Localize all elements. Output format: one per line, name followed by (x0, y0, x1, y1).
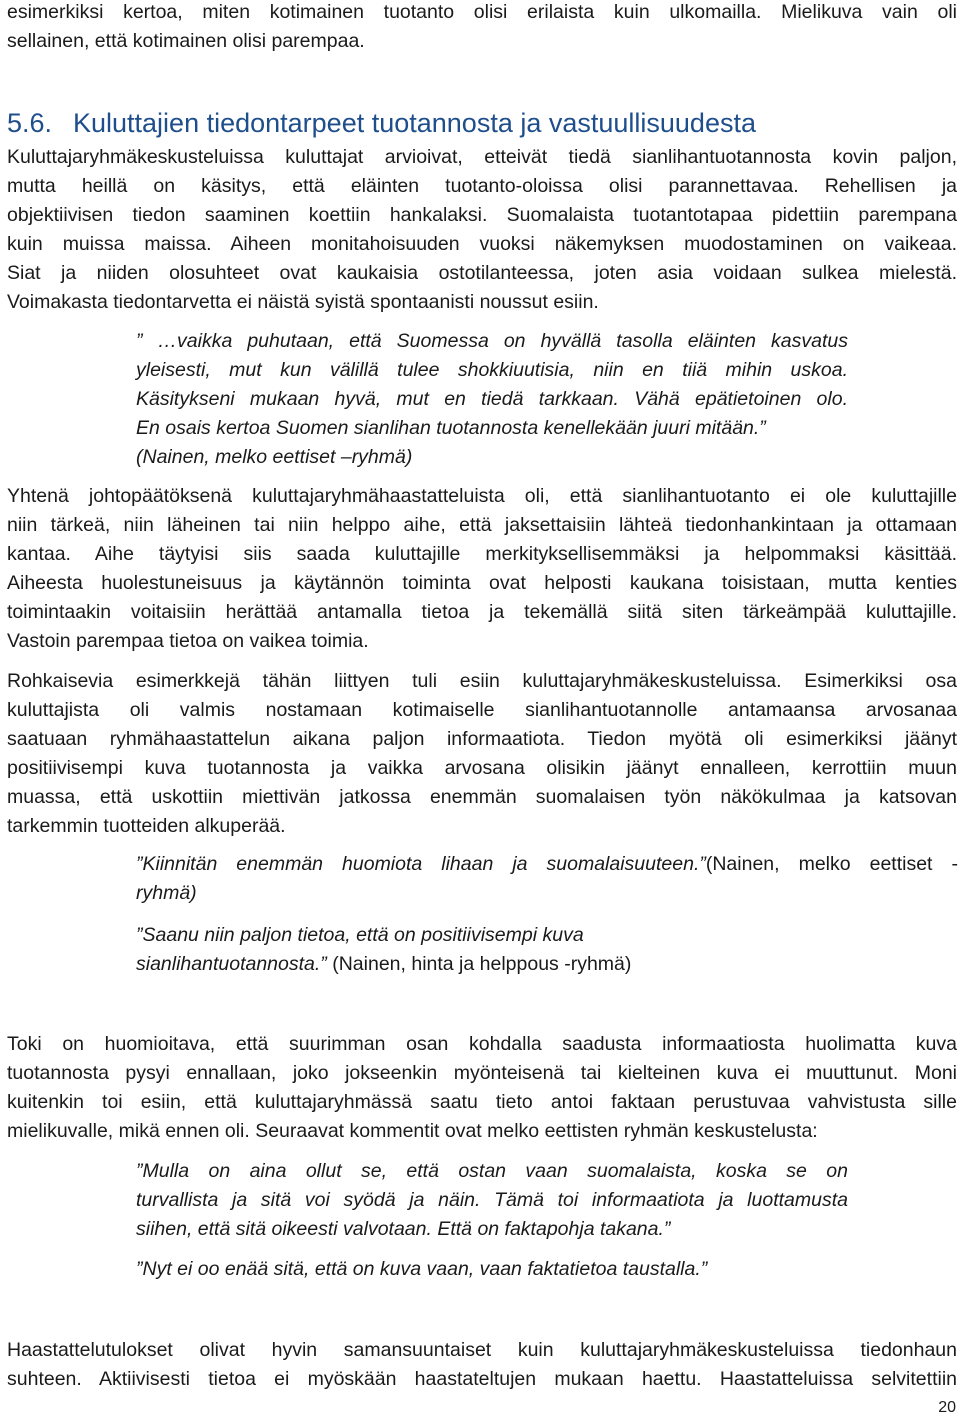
text-line: esimerkiksi kertoa, miten kotimainen tuotanto olisi erilaista kuin ulkomailla. Mielikuva vain oli (7, 1, 957, 23)
text-line: Toki on huomioitava, että suurimman osan kohdalla saadusta informaatiosta huolimatta kuva (7, 1033, 957, 1055)
quote-2 (136, 850, 958, 908)
quote-text: sianlihantuotannosta.” (136, 953, 327, 975)
text-line: Voimakasta tiedontarvetta ei näistä syistä spontaanisti noussut esiin. (7, 291, 599, 313)
text-line: Kuluttajaryhmäkeskusteluissa kuluttajat arvioivat, etteivät tiedä sianlihantuotannosta kovin paljon, (7, 146, 957, 168)
paragraph-1 (7, 143, 957, 317)
quote-4 (136, 1157, 848, 1244)
text-line: mielikuvalle, mikä ennen oli. Seuraavat kommentit ovat melko eettisten ryhmän keskustelusta: (7, 1120, 818, 1142)
text-line: Aiheesta huolestuneisuus ja käytännön toiminta ovat helposti kaukana toisistaan, mutta kenties (7, 572, 957, 594)
text-line: kuitenkin toi esiin, että kuluttajaryhmässä saatu tieto antoi faktaan perustuvaa vahvistusta sille (7, 1091, 957, 1113)
paragraph-3 (7, 667, 957, 841)
text-line: mutta heillä on käsitys, että eläinten tuotanto-oloissa olisi parannettavaa. Rehellisen ja (7, 175, 957, 197)
quote-text: ”Kiinnitän enemmän huomiota lihaan ja suomalaisuuteen.” (136, 853, 706, 875)
quote-attribution: (Nainen, hinta ja helppous -ryhmä) (332, 953, 632, 975)
text-line: suhteen. Aktiivisesti tietoa ei myöskään haastateltujen mukaan haettu. Haastatteluissa selvitettiin (7, 1368, 957, 1390)
quote-line: En osais kertoa Suomen sianlihan tuotannosta kenellekään juuri mitään.” (136, 417, 766, 439)
text-line: objektiivisen tiedon saaminen koettiin hankalaksi. Suomalaista tuotantotapaa pidettiin parempana (7, 204, 957, 226)
quote-line (136, 950, 848, 979)
text-line: toimintaakin voitaisiin herättää antamalla tietoa ja tekemällä siitä siten tärkeämpää kuluttajille. (7, 601, 957, 623)
quote-3 (136, 921, 848, 979)
page-number: 20 (938, 1399, 956, 1416)
text-line: sellainen, että kotimainen olisi parempaa. (7, 30, 365, 52)
section-heading (7, 106, 957, 140)
quote-line: ” …vaikka puhutaan, että Suomessa on hyvällä tasolla eläinten kasvatus (136, 330, 848, 352)
text-line: Haastattelutulokset olivat hyvin samansuuntaiset kuin kuluttajaryhmäkeskusteluissa tiedonhaun (7, 1339, 957, 1361)
quote-line: turvallista ja sitä voi syödä ja näin. Tämä toi informaatiota ja luottamusta (136, 1189, 848, 1211)
quote-5 (136, 1255, 958, 1284)
quote-line: ”Nyt ei oo enää sitä, että on kuva vaan, vaan faktatietoa taustalla.” (136, 1258, 708, 1280)
quote-attribution: (Nainen, melko eettiset - (705, 853, 958, 875)
section-number: 5.6. (7, 108, 53, 138)
text-line: Vastoin parempaa tietoa on vaikea toimia. (7, 630, 369, 652)
text-line: tuotannosta pysyi ennallaan, joko jokseenkin myönteisenä tai kielteinen kuva ei muuttunut. Moni (7, 1062, 957, 1084)
text-line: saatuaan ryhmähaastattelun aikana paljon informaatiota. Tiedon myötä oli esimerkiksi jäänyt (7, 728, 957, 750)
text-line: niin tärkeä, niin läheinen tai niin helppo aihe, että jaksettaisiin lähteä tiedonhankintaan ja ottamaan (7, 514, 957, 536)
quote-line (136, 850, 958, 879)
quote-1 (136, 327, 848, 472)
text-line: positiivisempi kuva tuotannosta ja vaikka arvosana olisikin jäänyt ennalleen, kerrottiin muun (7, 757, 957, 779)
text-line: Rohkaisevia esimerkkejä tähän liittyen tuli esiin kuluttajaryhmäkeskusteluissa. Esimerkiksi osa (7, 670, 957, 692)
quote-line: yleisesti, mut kun välillä tulee shokkiuutisia, niin en tiiä mihin uskoa. (136, 359, 848, 381)
paragraph-4 (7, 1030, 957, 1146)
paragraph-intro (7, 0, 957, 56)
quote-attribution-cont: ryhmä) (136, 882, 197, 904)
text-line: kuin muissa maissa. Aiheen monitahoisuuden vuoksi näkemyksen muodostaminen on vaikeaa. (7, 233, 957, 255)
text-line: Siat ja niiden olosuhteet ovat kaukaisia ostotilanteessa, joten asia voidaan sulkea mielestä. (7, 262, 957, 284)
text-line: tarkemmin tuotteiden alkuperää. (7, 815, 286, 837)
paragraph-5 (7, 1336, 957, 1394)
text-line: kuluttajista oli valmis nostamaan kotimaiselle sianlihantuotannolle antamaansa arvosanaa (7, 699, 957, 721)
quote-line: ”Saanu niin paljon tietoa, että on positiivisempi kuva (136, 924, 584, 946)
quote-line: Käsitykseni mukaan hyvä, mut en tiedä tarkkaan. Vähä epätietoinen olo. (136, 388, 848, 410)
text-line: Yhtenä johtopäätöksenä kuluttajaryhmähaastatteluista oli, että sianlihantuotanto ei ole kuluttajille (7, 485, 957, 507)
section-title: Kuluttajien tiedontarpeet tuotannosta ja vastuullisuudesta (73, 108, 756, 138)
quote-line: siihen, että sitä oikeesti valvotaan. Että on faktapohja takana.” (136, 1218, 671, 1240)
paragraph-2 (7, 482, 957, 656)
text-line: muassa, että uskottiin miettivän jatkossa enemmän suomalaisen työn näkökulmaa ja katsovan (7, 786, 957, 808)
text-line: kantaa. Aihe täytyisi siis saada kuluttajille merkityksellisemmäksi ja helpommaksi käsittää. (7, 543, 957, 565)
quote-attribution: (Nainen, melko eettiset –ryhmä) (136, 446, 413, 468)
quote-line: ”Mulla on aina ollut se, että ostan vaan suomalaista, koska se on (136, 1160, 848, 1182)
